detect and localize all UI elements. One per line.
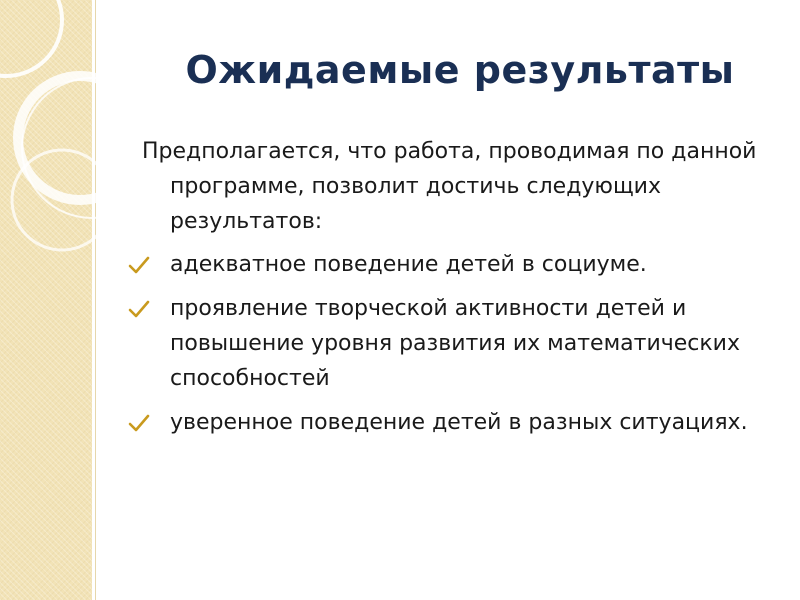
slide-content <box>128 134 778 449</box>
checkmark-icon <box>128 299 150 319</box>
decorative-circle-large <box>18 76 142 200</box>
results-list <box>128 247 778 440</box>
list-item <box>128 405 778 440</box>
list-item-text: адекватное поведение детей в социуме. <box>170 252 647 277</box>
list-item <box>128 247 778 282</box>
slide-title: Ожидаемые результаты <box>185 48 735 92</box>
intro-paragraph: Предполагается, что работа, проводимая по данной программе, позволит достичь следующих результатов: <box>142 139 757 234</box>
list-item-text: уверенное поведение детей в разных ситуациях. <box>170 410 748 435</box>
list-item <box>128 291 778 396</box>
checkmark-icon <box>128 255 150 275</box>
decorative-circle-top <box>0 0 62 76</box>
list-item-text: проявление творческой активности детей и повышение уровня развития их математических способностей <box>170 296 740 391</box>
checkmark-icon <box>128 413 150 433</box>
